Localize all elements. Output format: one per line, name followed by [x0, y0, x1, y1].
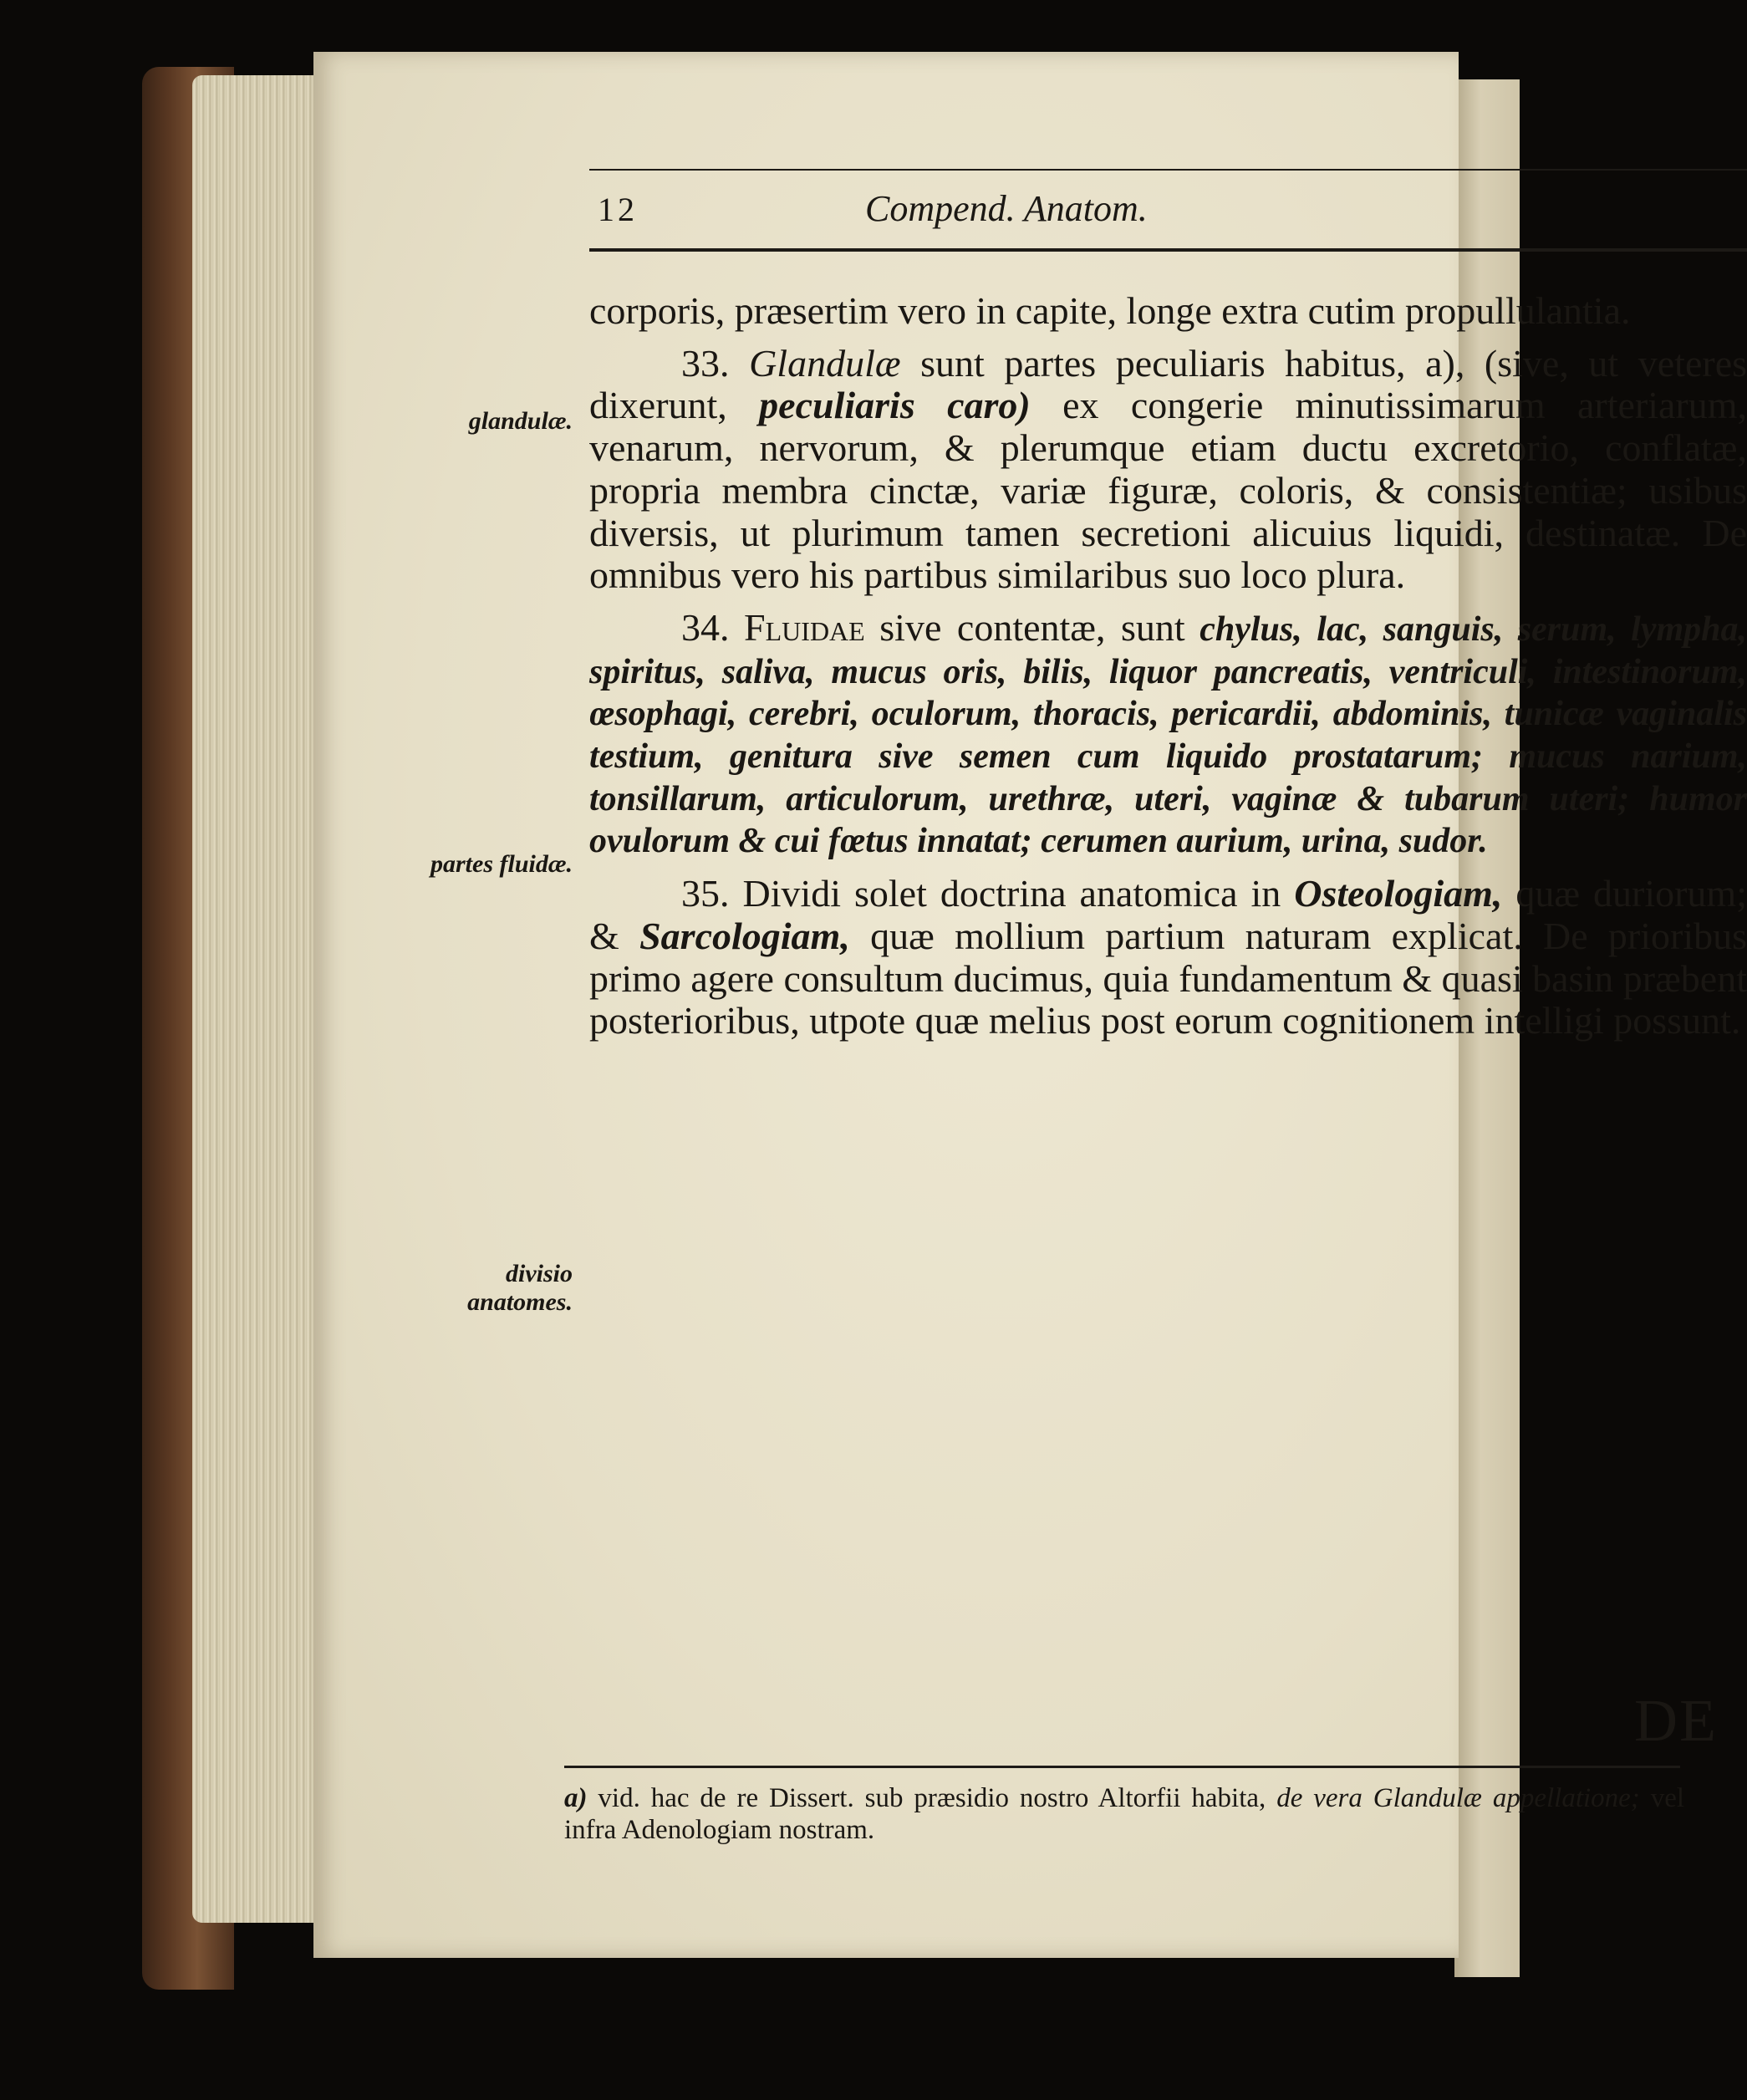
page-edges [192, 75, 326, 1923]
paragraph-35 [589, 873, 1747, 1042]
margin-note-divisio: divisio anatomes. [467, 1260, 573, 1316]
term-osteologiam: Osteologiam, [1294, 872, 1503, 915]
margin-note-partes-fluidae: partes fluidæ. [430, 850, 573, 878]
footnote-text: vid. hac de re Dissert. sub præsidio nostro Altorfii habita, [598, 1783, 1266, 1813]
footnote-rule [564, 1766, 1680, 1768]
term-fluidae: Fluidae [744, 605, 865, 649]
text: quæ duriorum; & [589, 872, 1747, 957]
section-number: 35. [681, 872, 730, 915]
footnote-title: de vera Glandulæ appellatione; [1276, 1783, 1640, 1813]
book-page [313, 52, 1747, 1958]
quote: peculiaris caro) [759, 384, 1031, 427]
catchword: DE [1634, 1687, 1718, 1754]
header-rule-top [589, 169, 1747, 171]
paragraph-33 [589, 343, 1747, 597]
footnote-text: vel infra Adenologiam nostram. [564, 1783, 1685, 1845]
margin-note-glandulae: glandulæ. [468, 407, 573, 435]
fluids-list: chylus, lac, sanguis, serum, lympha, spiritus, saliva, mucus oris, bilis, liquor pancreatis, ventriculi, intestinorum, œsophagi, cerebri, oculorum, thoracis, pericardii, abdominis, tunicæ vaginalis testium, genitura sive semen cum liquido prostatarum; mucus narium, tonsillarum, articulorum, urethræ, uteri, vaginæ & tubarum uteri; humor ovulorum & cui fœtus innatat; cerumen aurium, urina, sudor. [589, 609, 1747, 861]
text: sunt partes peculiaris habitus, a), (sive, ut veteres dixerunt, [589, 341, 1747, 427]
text: ex congerie minutissimarum arteriarum, venarum, nervorum, & plerumque etiam ductu excretorio, conflatæ, propria membra cinctæ, variæ figuræ, coloris, & consistentiæ; usibus diversis, ut plurimum tamen secretioni alicuius liquidi, destinatæ. De omnibus vero his partibus similaribus suo loco plura. [589, 384, 1747, 597]
header-rule-bottom [589, 248, 1747, 252]
term-glandulae: Glandulæ [749, 341, 901, 385]
text: quæ mollium partium naturam explicat. De prioribus primo agere consultum ducimus, quia fundamentum & quasi basin præbent posterioribus, utpote quæ melius post eorum cognitionem intelligi possunt. [589, 914, 1747, 1042]
footnote [564, 1782, 1684, 1846]
footnote-mark: a) [564, 1783, 588, 1813]
page-number: 12 [598, 191, 638, 228]
section-number: 34. [681, 605, 730, 649]
page-body [589, 290, 1747, 1053]
running-title: Compend. Anatom. [865, 188, 1148, 229]
text: sive contentæ, sunt [879, 605, 1185, 649]
paragraph-continued: corporis, præsertim vero in capite, longe extra cutim propullulantia. [589, 289, 1631, 332]
term-sarcologiam: Sarcologiam, [639, 914, 850, 957]
section-number: 33. [681, 341, 730, 385]
paragraph-34 [589, 607, 1747, 863]
text: Dividi solet doctrina anatomica in [742, 872, 1281, 915]
